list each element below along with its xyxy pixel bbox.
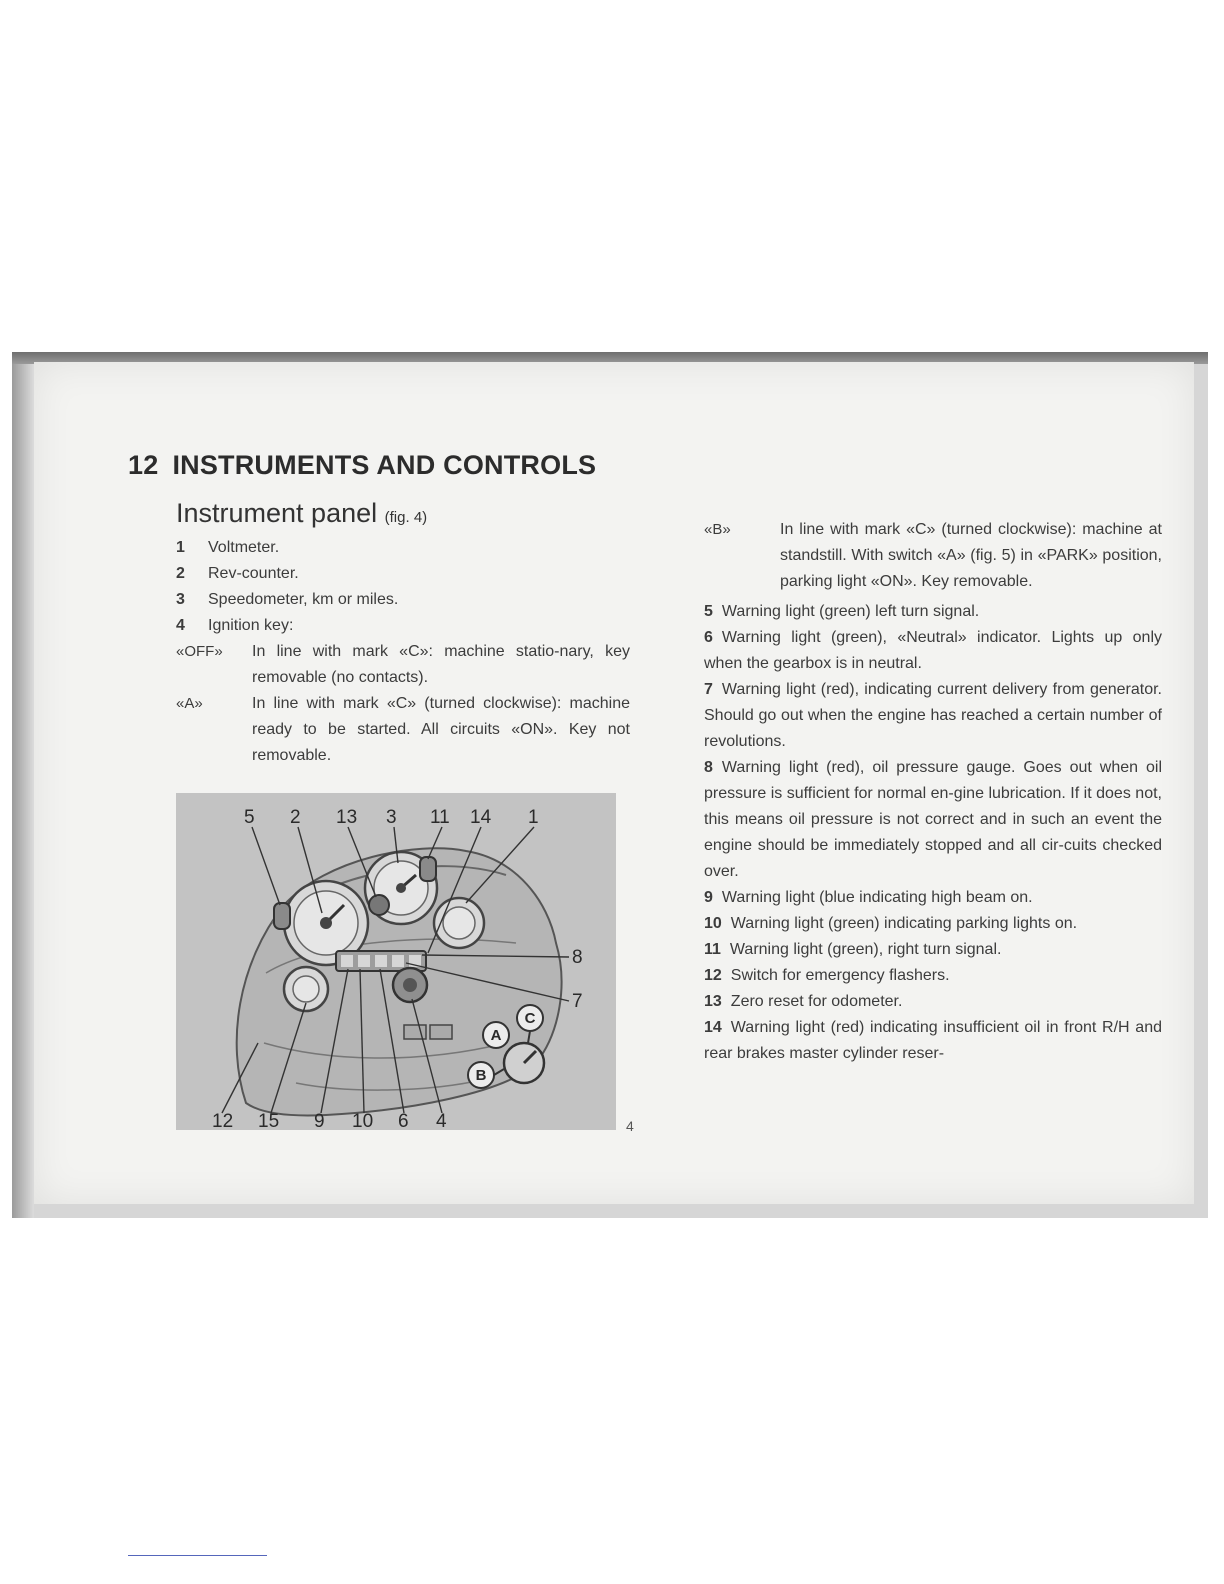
item-number: 13: [704, 993, 722, 1010]
list-item: [704, 677, 1162, 755]
item-number: 3: [176, 591, 185, 608]
item-text: Speedometer, km or miles.: [208, 591, 399, 608]
item-text: Zero reset for odometer.: [730, 993, 903, 1010]
callout-label: 5: [244, 807, 255, 828]
key-position-off: [176, 639, 630, 691]
callout-label: 1: [528, 807, 539, 828]
item-text: Warning light (red), indicating current delivery from generator. Should go out when the engine has reached a certain number of revolutions.: [704, 681, 1162, 750]
key-position-label: «OFF»: [176, 643, 223, 660]
key-position-text: In line with mark «C» (turned clockwise): machine ready to be started. All circuits «ON». Key not removable.: [252, 695, 630, 764]
list-item: [704, 989, 1162, 1015]
callout-label: 15: [258, 1111, 280, 1130]
item-number: 7: [704, 681, 713, 698]
key-position-text: In line with mark «C»: machine statio-nary, key removable (no contacts).: [252, 643, 630, 686]
figure-reference: (fig. 4): [384, 509, 428, 526]
switch-mark-a: A: [490, 1027, 502, 1044]
list-item: [704, 755, 1162, 885]
instrument-panel-drawing: [176, 793, 616, 1130]
callout-label: 11: [430, 807, 450, 828]
callout-label: 10: [352, 1111, 374, 1130]
item-text: Warning light (green) indicating parking lights on.: [730, 915, 1078, 932]
list-item: [176, 587, 630, 613]
callout-label: 8: [572, 947, 583, 968]
item-text: Voltmeter.: [208, 539, 280, 556]
list-item: [704, 937, 1162, 963]
instrument-panel-figure: [176, 793, 616, 1130]
subsection-title-text: Instrument panel: [176, 498, 378, 528]
list-item: [176, 561, 630, 587]
item-text: Ignition key:: [208, 617, 294, 634]
section-title: INSTRUMENTS AND CONTROLS: [172, 450, 597, 480]
list-item: [176, 535, 630, 561]
list-item: [704, 1015, 1162, 1067]
key-position-label: «B»: [704, 521, 731, 538]
list-item: [176, 613, 630, 639]
key-position-a: [176, 691, 630, 769]
callout-label: 7: [572, 991, 583, 1012]
switch-mark-c: C: [524, 1010, 536, 1027]
list-item: [704, 885, 1162, 911]
callout-label: 13: [336, 807, 358, 828]
item-text: Warning light (green), right turn signal.: [729, 941, 1002, 958]
item-text: Rev-counter.: [208, 565, 299, 582]
item-number: 8: [704, 759, 713, 776]
list-item: [704, 911, 1162, 937]
item-number: 5: [704, 603, 713, 620]
callout-label: 14: [470, 807, 492, 828]
switch-mark-b: B: [475, 1067, 487, 1084]
item-text: Warning light (green), «Neutral» indicator. Lights up only when the gearbox is in neutral.: [704, 629, 1162, 672]
item-number: 6: [704, 629, 713, 646]
section-number: 12: [128, 450, 159, 480]
item-text: Warning light (red), oil pressure gauge. Goes out when oil pressure is sufficient for normal en-gine lubrication. If it does not, this means oil pressure is not correct and in such an event the engine should be immediately stopped and all cir-cuits checked over.: [704, 759, 1162, 880]
list-item: [704, 963, 1162, 989]
footer-rule: [128, 1555, 267, 1556]
item-number: 1: [176, 539, 185, 556]
key-position-label: «A»: [176, 695, 203, 712]
item-text: Warning light (red) indicating insufficient oil in front R/H and rear brakes master cylinder reser-: [704, 1019, 1162, 1062]
item-number: 2: [176, 565, 185, 582]
key-position-b: [704, 517, 1162, 595]
item-text: Switch for emergency flashers.: [730, 967, 950, 984]
callout-label: 2: [290, 807, 301, 828]
right-column: [704, 517, 1162, 1067]
callout-label: 4: [436, 1111, 447, 1130]
item-number: 4: [176, 617, 185, 634]
item-text: Warning light (blue indicating high beam on.: [721, 889, 1033, 906]
list-item: [704, 625, 1162, 677]
subsection-title: [176, 498, 427, 529]
item-number: 12: [704, 967, 722, 984]
page-left-edge: [12, 364, 34, 1218]
figure-number: 4: [626, 1118, 634, 1134]
section-heading: [128, 450, 596, 481]
item-text: Warning light (green) left turn signal.: [721, 603, 980, 620]
list-item: [704, 599, 1162, 625]
callout-label: 12: [212, 1111, 234, 1130]
callout-label: 6: [398, 1111, 409, 1130]
callout-label: 9: [314, 1111, 325, 1130]
key-position-text: In line with mark «C» (turned clockwise): machine at standstill. With switch «A» (fig. 5) in «PARK» position, parking light «ON». Key removable.: [780, 521, 1162, 590]
item-number: 10: [704, 915, 722, 932]
callout-label: 3: [386, 807, 397, 828]
item-number: 11: [704, 941, 721, 958]
item-number: 14: [704, 1019, 722, 1036]
item-number: 9: [704, 889, 713, 906]
left-column: [176, 535, 630, 769]
